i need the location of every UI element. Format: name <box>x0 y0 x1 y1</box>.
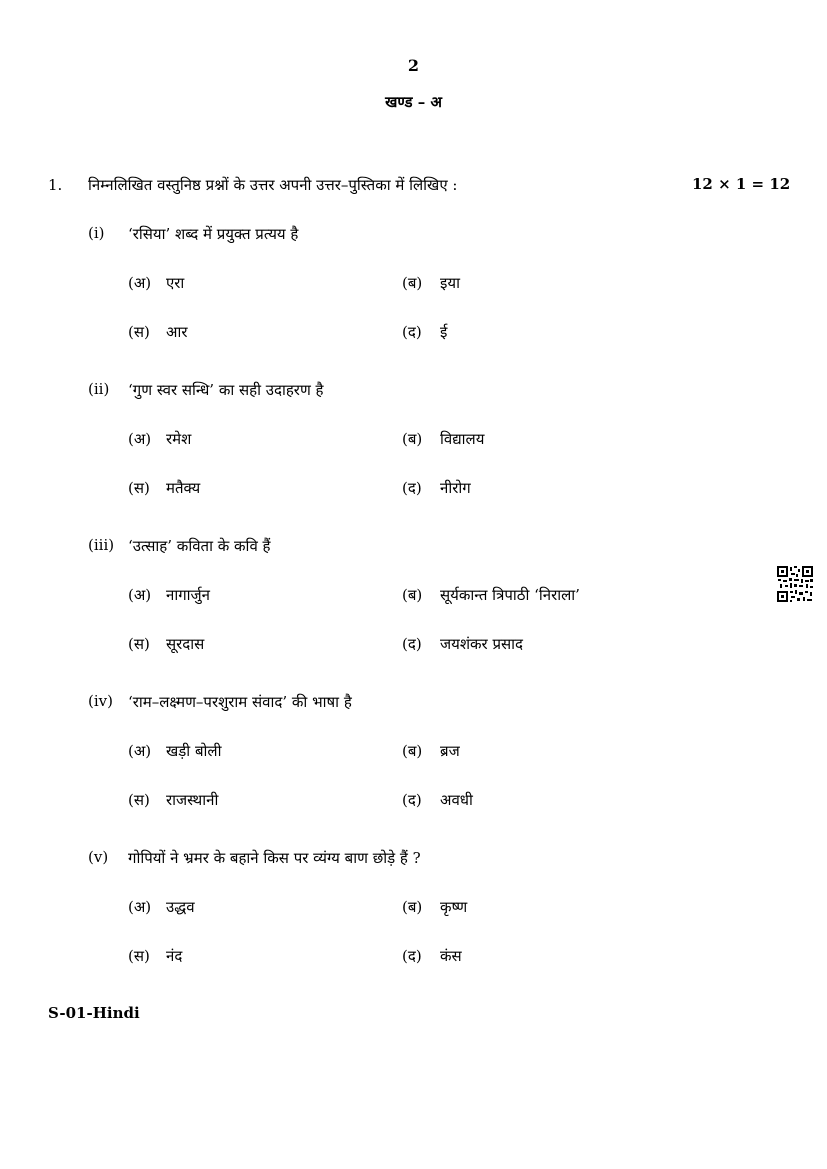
option-text: मतैक्य <box>166 479 201 497</box>
subquestion-text: गोपियों ने भ्रमर के बहाने किस पर व्यंग्य बाण छोड़े हैं ? <box>128 849 421 867</box>
paper-code-footer: S-01-Hindi <box>48 1004 140 1022</box>
option-text: कंस <box>440 947 462 965</box>
option-text: खड़ी बोली <box>166 742 222 760</box>
subquestion-text: ‘गुण स्वर सन्धि’ का सही उदाहरण है <box>128 381 324 399</box>
qr-code-icon <box>776 565 814 603</box>
option-label: (ब) <box>402 898 423 916</box>
option-label: (अ) <box>128 274 152 292</box>
option-text: एरा <box>166 274 185 292</box>
option-label: (स) <box>128 947 150 965</box>
subquestion-text: ‘रसिया’ शब्द में प्रयुक्त प्रत्यय है <box>128 225 299 243</box>
option-label: (स) <box>128 635 150 653</box>
option-label: (अ) <box>128 430 152 448</box>
question-marks: 12 × 1 = 12 <box>692 175 791 193</box>
option-text: नंद <box>166 947 183 965</box>
option-label: (द) <box>402 947 422 965</box>
option-text: आर <box>166 323 188 341</box>
option-label: (द) <box>402 323 422 341</box>
option-text: विद्यालय <box>440 430 485 448</box>
subquestion-text: ‘राम–लक्ष्मण–परशुराम संवाद’ की भाषा है <box>128 693 352 711</box>
subquestion-number: (i) <box>88 224 105 242</box>
option-label: (अ) <box>128 742 152 760</box>
option-text: सूरदास <box>166 635 205 653</box>
option-label: (द) <box>402 479 422 497</box>
subquestion-5 <box>0 848 827 868</box>
option-text: इया <box>440 274 460 292</box>
option-text: उद्धव <box>166 898 195 916</box>
option-label: (द) <box>402 635 422 653</box>
option-label: (ब) <box>402 742 423 760</box>
subquestion-3 <box>0 536 827 556</box>
option-text: सूर्यकान्त त्रिपाठी ‘निराला’ <box>440 586 580 604</box>
option-label: (ब) <box>402 586 423 604</box>
option-label: (स) <box>128 791 150 809</box>
section-title: खण्ड – अ <box>385 93 442 111</box>
page-number: 2 <box>407 56 420 75</box>
option-text: रमेश <box>166 430 192 448</box>
subquestion-number: (iii) <box>88 536 115 554</box>
option-label: (ब) <box>402 274 423 292</box>
option-text: जयशंकर प्रसाद <box>440 635 523 653</box>
option-text: नीरोग <box>440 479 471 497</box>
question-instruction: निम्नलिखित वस्तुनिष्ठ प्रश्नों के उत्तर अपनी उत्तर–पुस्तिका में लिखिए : <box>88 176 458 194</box>
option-text: अवधी <box>440 791 473 809</box>
subquestion-4 <box>0 692 827 712</box>
option-text: ई <box>440 323 448 341</box>
option-text: ब्रज <box>440 742 460 760</box>
option-text: नागार्जुन <box>166 586 210 604</box>
subquestion-1 <box>0 224 827 244</box>
subquestion-2 <box>0 380 827 400</box>
option-label: (स) <box>128 479 150 497</box>
subquestion-number: (v) <box>88 848 109 866</box>
option-text: कृष्ण <box>440 898 468 916</box>
question-number: 1. <box>48 176 63 194</box>
subquestion-text: ‘उत्साह’ कविता के कवि हैं <box>128 537 271 555</box>
option-label: (ब) <box>402 430 423 448</box>
option-label: (स) <box>128 323 150 341</box>
subquestion-number: (iv) <box>88 692 113 710</box>
option-label: (अ) <box>128 898 152 916</box>
option-label: (द) <box>402 791 422 809</box>
option-label: (अ) <box>128 586 152 604</box>
subquestion-number: (ii) <box>88 380 110 398</box>
option-text: राजस्थानी <box>166 791 219 809</box>
